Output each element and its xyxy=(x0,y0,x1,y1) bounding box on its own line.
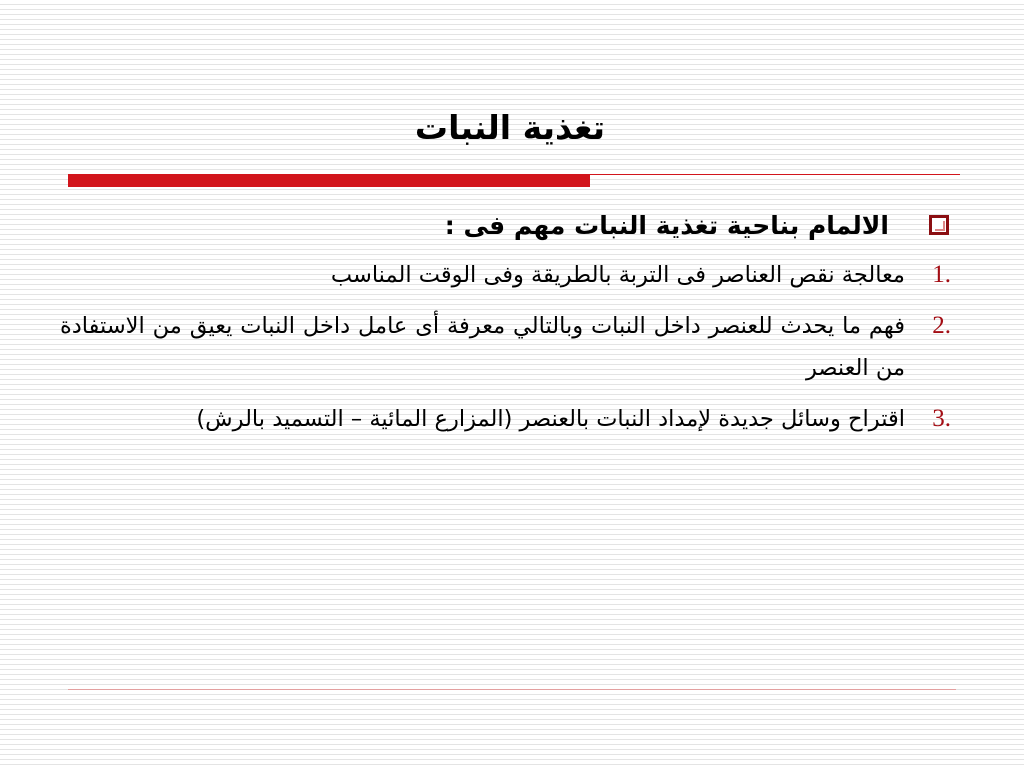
numbered-list xyxy=(60,254,953,440)
list-item-number: 1. xyxy=(932,261,951,288)
slide-content xyxy=(60,202,953,449)
list-item-number: 3. xyxy=(932,405,951,432)
list-item xyxy=(60,254,953,296)
title-underline-red xyxy=(68,174,590,187)
footer-divider xyxy=(68,689,956,690)
bullet-point xyxy=(60,202,953,250)
list-item-text: اقتراح وسائل جديدة لإمداد النبات بالعنصر (المزارع المائية – التسميد بالرش) xyxy=(196,406,905,432)
title-underline-thin xyxy=(590,174,960,175)
list-item-text: فهم ما يحدث للعنصر داخل النبات وبالتالي معرفة أى عامل داخل النبات يعيق من الاستفادة من العنصر xyxy=(60,313,905,381)
list-item-number: 2. xyxy=(932,312,951,339)
checkbox-square-icon xyxy=(929,215,949,235)
bullet-text: الالمام بناحية تغذية النبات مهم فى : xyxy=(444,211,889,240)
list-item xyxy=(60,398,953,440)
slide-title: تغذية النبات xyxy=(414,108,606,147)
list-item-text: معالجة نقص العناصر فى التربة بالطريقة وفى الوقت المناسب xyxy=(330,262,905,288)
list-item xyxy=(60,305,953,389)
